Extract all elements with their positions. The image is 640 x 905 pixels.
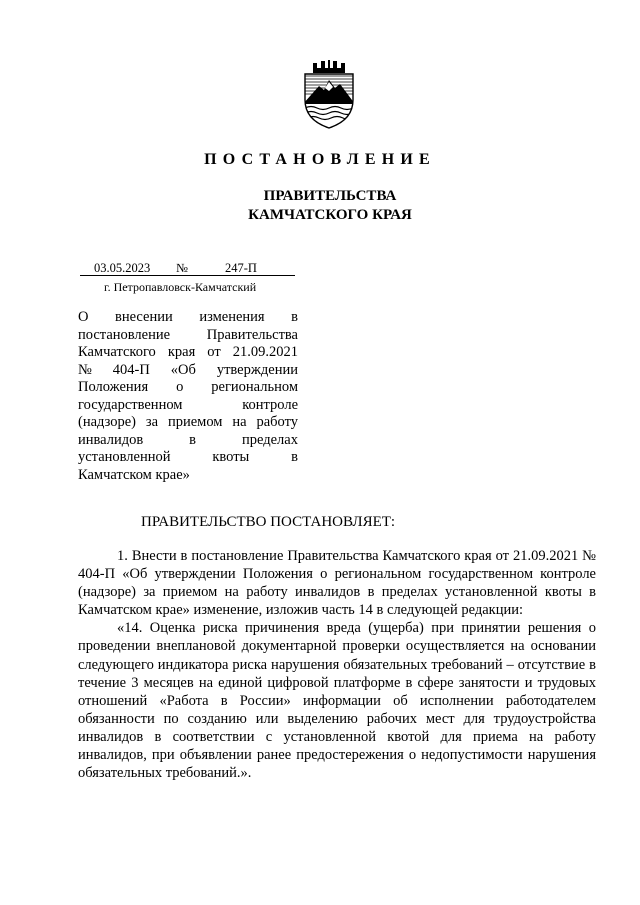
subject-line [78,449,298,467]
coat-of-arms-icon [299,60,359,130]
subject-word: пределах [241,431,298,448]
subject-line [78,379,298,397]
document-body [78,547,596,782]
subject-word: от [207,344,221,360]
subject-word: установленной [78,449,171,465]
subject-word: региональном [211,379,298,395]
issuing-authority [0,187,640,225]
subject-word: инвалидов [78,431,144,448]
subject-word: Камчатского [78,344,156,360]
subject-line [78,467,298,485]
subject-word: Правительства [206,326,298,343]
subject-word: края [167,344,196,360]
subject-word: «Об [170,361,196,378]
document-number: 247-П [225,261,257,275]
subject-word: в [291,449,298,465]
subject-word: 404-П [112,361,150,378]
subject-word: Камчатском крае» [78,466,190,483]
subject-word: о [176,379,184,395]
subject-word: работу [256,414,298,430]
subject-line [78,362,298,380]
authority-line-1: ПРАВИТЕЛЬСТВА [263,188,397,204]
subject-word: квоты [212,449,250,465]
document-date: 03.05.2023 [94,261,151,275]
registration-line [80,261,295,277]
subject-line [78,309,298,327]
place-of-issue: г. Петропавловск-Камчатский [104,280,257,294]
subject-word: изменения [199,309,265,325]
number-sign: № [176,261,188,275]
document-type-heading: ПОСТАНОВЛЕНИЕ [204,151,436,168]
document-subject [78,309,298,484]
subject-word: на [232,414,247,430]
subject-line [78,397,298,415]
subject-word: О [78,309,89,325]
subject-word: (надзоре) [78,414,136,430]
authority-line-2: КАМЧАТСКОГО КРАЯ [248,207,412,223]
subject-word: Положения [78,379,149,395]
subject-word: за [145,414,159,430]
subject-line [78,327,298,345]
subject-word: № [78,361,92,378]
subject-line [78,432,298,450]
subject-word: внесении [115,309,173,325]
subject-line [78,344,298,362]
subject-word: постановление [78,326,171,343]
subject-word: утверждении [216,361,298,378]
body-paragraph-2: «14. Оценка риска причинения вреда (ущерба) при принятии решения о проведении внеплановой документарной проверки осуществляется на основании следующего индикатора риска нарушения обязательных требований – отсутствие в течение 3 месяцев на единой цифровой платформе в сфере занятости и трудовых отношений «Работа в России» информации об исполнении работодателем обязанности по созданию или выделению рабочих мест для трудоустройства инвалидов в соответствии с установленной квотой для приема на работу инвалидов, при объявлении ранее предостережения о недопустимости нарушения обязательных требований.». [78,620,596,782]
subject-word: в [291,309,298,325]
subject-word: приемом [167,414,223,430]
body-paragraph-1: 1. Внести в постановление Правительства Камчатского края от 21.09.2021 № 404-П «Об утверждении Положения о региональном государственном контроле (надзоре) за приемом на работу инвалидов в пределах установленной квоты в Камчатском крае» изменение, изложив часть 14 в следующей редакции: [78,548,596,619]
subject-line [78,414,298,432]
subject-word: в [189,431,197,448]
decree-phrase: ПРАВИТЕЛЬСТВО ПОСТАНОВЛЯЕТ: [141,514,396,530]
subject-word: государственном [78,396,183,413]
subject-word: контроле [242,396,298,413]
subject-word: 21.09.2021 [232,344,298,360]
